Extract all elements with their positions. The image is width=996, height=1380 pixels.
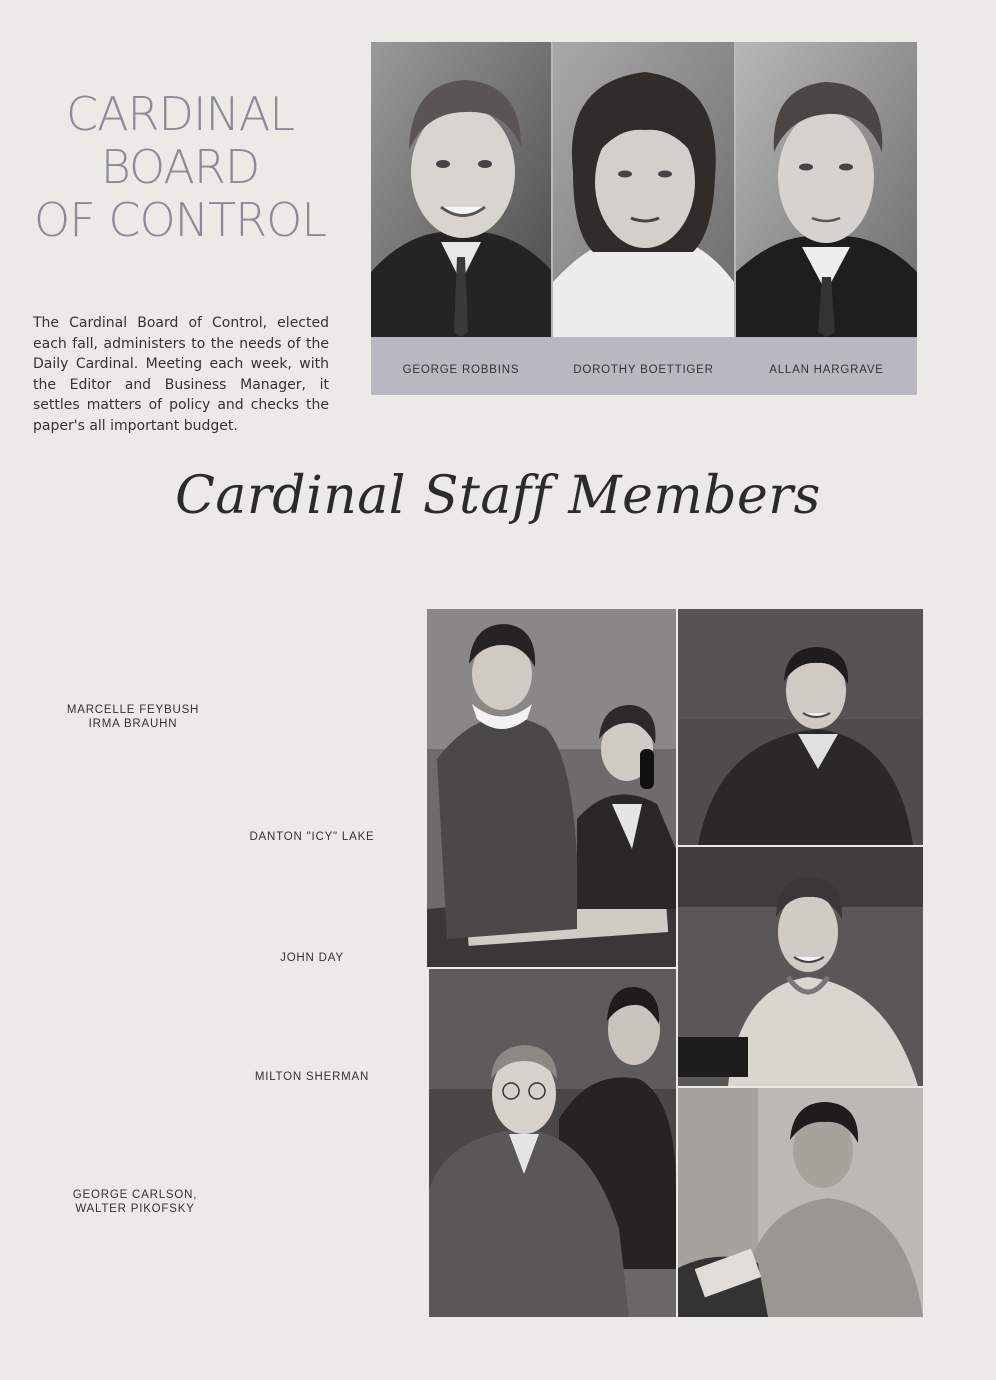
caption-dorothy-boettiger: DOROTHY BOETTIGER [573, 364, 714, 376]
board-title-line-3: OF CONTROL [34, 193, 326, 247]
board-description: The Cardinal Board of Control, elected each fall, administers to the needs of the Daily Cardinal. Meeting each week, with the Editor and Business Manager, it settles matters of policy and checks the paper's all important budget. [33, 315, 329, 434]
photo-john-day [678, 847, 923, 1086]
board-title [10, 88, 350, 247]
label-carlson-pikofsky [60, 1188, 210, 1216]
staff-heading: Cardinal Staff Members [175, 466, 821, 526]
portrait-george-robbins [371, 42, 551, 337]
portrait-allan-hargrave [736, 42, 917, 337]
board-title-line-2: BOARD [100, 140, 260, 194]
photo-danton-lake [678, 609, 923, 845]
caption-george-robbins: GEORGE ROBBINS [402, 364, 520, 376]
photo-carlson-pikofsky [429, 969, 676, 1317]
label-marcelle-feybush: MARCELLE FEYBUSH [66, 704, 200, 716]
portrait-dorothy-boettiger [553, 42, 734, 337]
label-irma-brauhn: IRMA BRAUHN [88, 718, 178, 730]
caption-allan-hargrave: ALLAN HARGRAVE [769, 364, 884, 376]
label-milton-sherman: MILTON SHERMAN [254, 1071, 370, 1083]
photo-feybush-brauhn [427, 609, 676, 967]
label-danton-lake: DANTON "ICY" LAKE [249, 831, 375, 843]
board-title-line-1: CARDINAL [65, 87, 295, 141]
label-walter-pikofsky: WALTER PIKOFSKY [75, 1203, 195, 1215]
label-feybush-brauhn [58, 703, 208, 731]
photo-milton-sherman [678, 1088, 923, 1317]
board-photo-strip [371, 42, 917, 395]
label-john-day: JOHN DAY [280, 952, 344, 964]
label-george-carlson: GEORGE CARLSON, [72, 1189, 198, 1201]
